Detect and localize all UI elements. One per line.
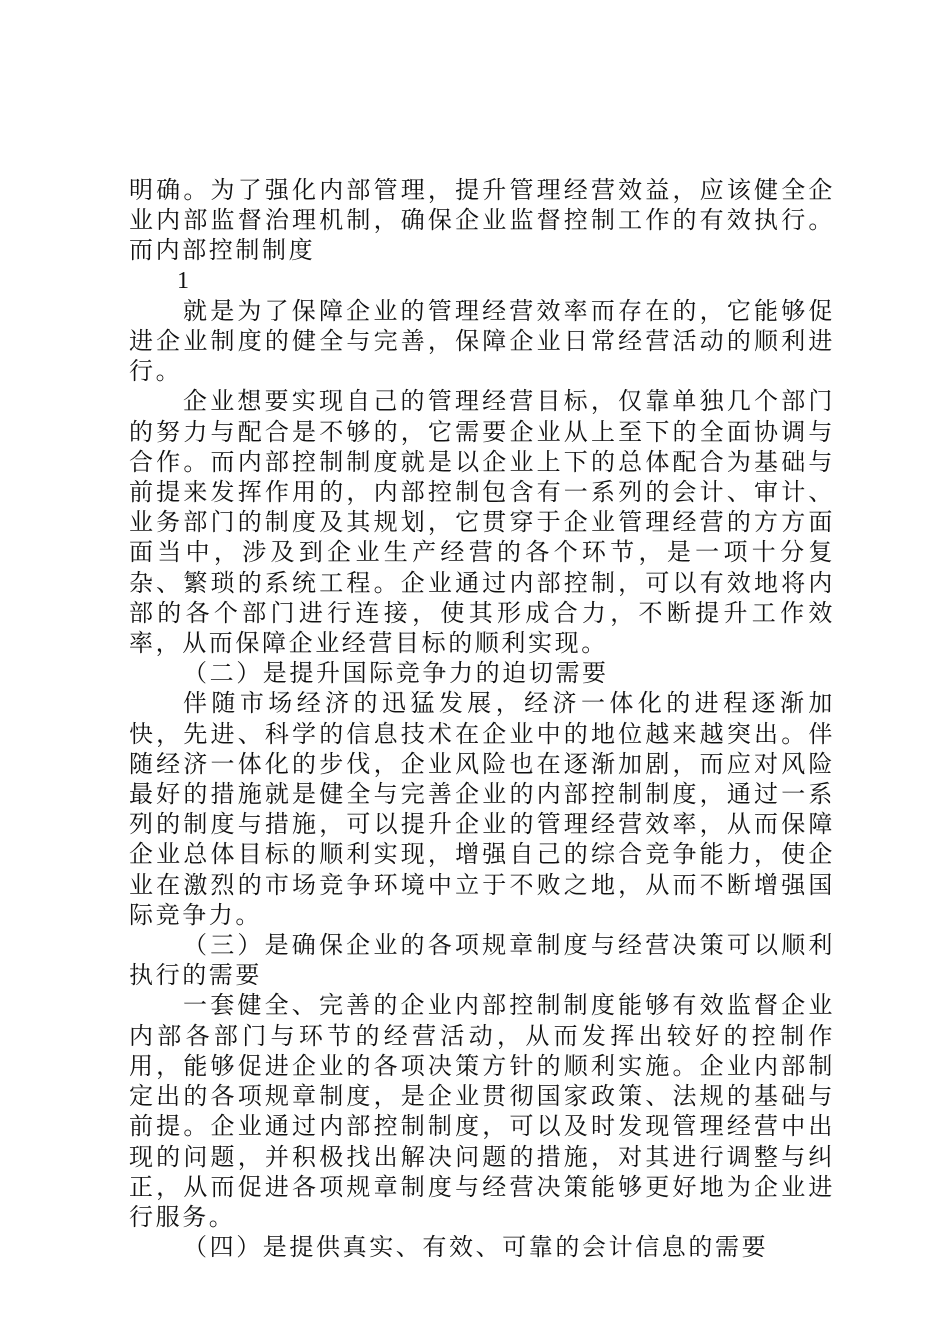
paragraph-continuation: 明确。为了强化内部管理，提升管理经营效益，应该健全企业内部监督治理机制，确保企业监督控制工作的有效执行。而内部控制制度 bbox=[129, 176, 835, 265]
paragraph: 伴随市场经济的迅猛发展，经济一体化的进程逐渐加快，先进、科学的信息技术在企业中的地位越来越突出。伴随经济一体化的步伐，企业风险也在逐渐加剧，而应对风险最好的措施就是健全与完善企业的内部控制制度，通过一系列的制度与措施，可以提升企业的管理经营效率，从而保障企业总体目标的顺利实现，增强自己的综合竞争能力，使企业在激烈的市场竞争环境中立于不败之地，从而不断增强国际竞争力。 bbox=[129, 689, 835, 929]
section-heading-3: （三）是确保企业的各项规章制度与经营决策可以顺利执行的需要 bbox=[129, 931, 835, 990]
paragraph: 一套健全、完善的企业内部控制制度能够有效监督企业内部各部门与环节的经营活动，从而发挥出较好的控制作用，能够促进企业的各项决策方针的顺利实施。企业内部制定出的各项规章制度，是企业贯彻国家政策、法规的基础与前提。企业通过内部控制制度，可以及时发现管理经营中出现的问题，并积极找出解决问题的措施，对其进行调整与纠正，从而促进各项规章制度与经营决策能够更好地为企业进行服务。 bbox=[129, 991, 835, 1231]
paragraph: 就是为了保障企业的管理经营效率而存在的，它能够促进企业制度的健全与完善，保障企业日常经营活动的顺利进行。 bbox=[129, 296, 835, 386]
paragraph: 企业想要实现自己的管理经营目标，仅靠单独几个部门的努力与配合是不够的，它需要企业从上至下的全面协调与合作。而内部控制制度就是以企业上下的总体配合为基础与前提来发挥作用的，内部控制包含有一系列的会计、审计、业务部门的制度及其规划，它贯穿于企业管理经营的方方面面当中，涉及到企业生产经营的各个环节，是一项十分复杂、繁琐的系统工程。企业通过内部控制，可以有效地将内部的各个部门进行连接，使其形成合力，不断提升工作效率，从而保障企业经营目标的顺利实现。 bbox=[129, 387, 835, 658]
footnote-marker: 1 bbox=[177, 267, 189, 294]
section-heading-4: （四）是提供真实、有效、可靠的会计信息的需要 bbox=[183, 1233, 769, 1262]
section-heading-2: （二）是提升国际竞争力的迫切需要 bbox=[183, 659, 609, 688]
document-body bbox=[129, 175, 835, 1262]
